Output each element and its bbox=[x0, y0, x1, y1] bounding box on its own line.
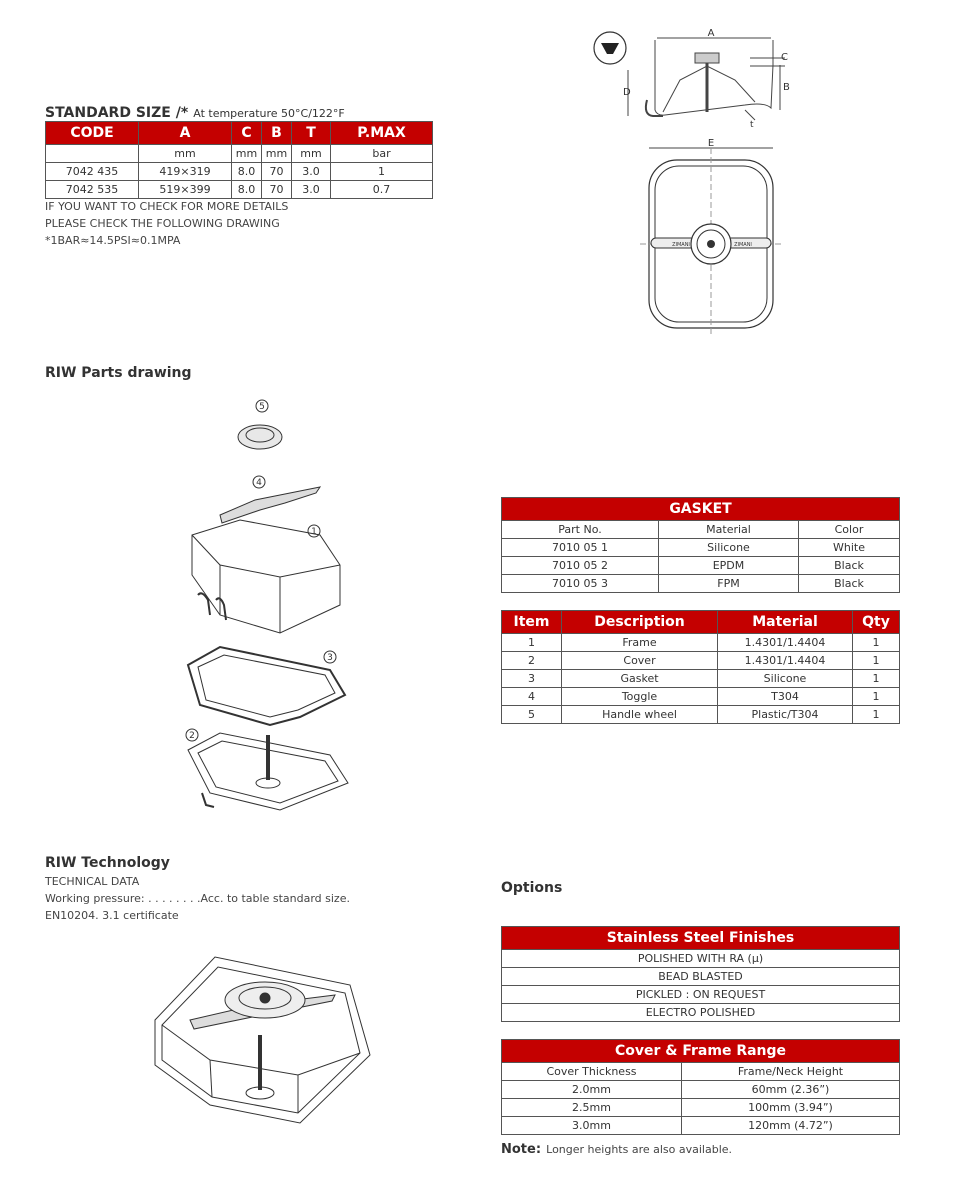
table-row bbox=[502, 1081, 900, 1099]
table-cell: Cover bbox=[562, 652, 718, 670]
table-cell: 7010 05 3 bbox=[502, 575, 659, 593]
gasket-table bbox=[501, 497, 900, 593]
range-col-height: Frame/Neck Height bbox=[682, 1063, 900, 1081]
col-b: B bbox=[262, 122, 292, 145]
technology-title: RIW Technology bbox=[45, 855, 170, 871]
table-cell: Black bbox=[799, 575, 900, 593]
note-line: IF YOU WANT TO CHECK FOR MORE DETAILS bbox=[45, 200, 289, 213]
table-cell: 1 bbox=[853, 652, 900, 670]
table-cell: 519×399 bbox=[139, 181, 232, 199]
range-table-title: Cover & Frame Range bbox=[502, 1040, 900, 1063]
gasket-col-material: Material bbox=[659, 521, 799, 539]
table-row bbox=[46, 181, 433, 199]
callout-5: 5 bbox=[259, 402, 265, 412]
table-cell: 419×319 bbox=[139, 163, 232, 181]
technology-line: TECHNICAL DATA bbox=[45, 875, 140, 888]
table-cell: 1 bbox=[331, 163, 433, 181]
table-row bbox=[502, 1099, 900, 1117]
table-cell: 1.4301/1.4404 bbox=[718, 652, 853, 670]
table-cell: Silicone bbox=[659, 539, 799, 557]
technology-line: EN10204. 3.1 certificate bbox=[45, 909, 179, 922]
table-row bbox=[502, 575, 900, 593]
table-cell: 3.0 bbox=[292, 181, 331, 199]
dim-t-label: t bbox=[750, 120, 754, 130]
standard-size-title bbox=[45, 102, 345, 121]
table-cell: 4 bbox=[502, 688, 562, 706]
table-cell: 120mm (4.72”) bbox=[682, 1117, 900, 1135]
col-t: T bbox=[292, 122, 331, 145]
parts-drawing-title: RIW Parts drawing bbox=[45, 365, 192, 381]
col-a: A bbox=[139, 122, 232, 145]
unit-cell: mm bbox=[232, 145, 262, 163]
finish-row: PICKLED : ON REQUEST bbox=[502, 986, 900, 1004]
unit-cell: mm bbox=[139, 145, 232, 163]
table-cell: 60mm (2.36”) bbox=[682, 1081, 900, 1099]
toggle-brand-text: ZIMANI bbox=[734, 242, 752, 248]
finish-row: BEAD BLASTED bbox=[502, 968, 900, 986]
dim-d-label: D bbox=[623, 87, 631, 98]
table-row bbox=[502, 670, 900, 688]
parts-exploded-drawing bbox=[180, 395, 360, 825]
callout-3: 3 bbox=[327, 653, 333, 663]
items-col-description: Description bbox=[562, 611, 718, 634]
col-c: C bbox=[232, 122, 262, 145]
table-cell: 1 bbox=[853, 670, 900, 688]
table-row bbox=[502, 688, 900, 706]
items-col-qty: Qty bbox=[853, 611, 900, 634]
finishes-table-title: Stainless Steel Finishes bbox=[502, 927, 900, 950]
note-line: *1BAR≈14.5PSI≈0.1MPA bbox=[45, 234, 181, 247]
table-cell: 1 bbox=[853, 688, 900, 706]
options-title: Options bbox=[501, 880, 563, 896]
range-header-row bbox=[502, 1063, 900, 1081]
table-cell: 100mm (3.94”) bbox=[682, 1099, 900, 1117]
units-row bbox=[46, 145, 433, 163]
col-pmax: P.MAX bbox=[331, 122, 433, 145]
table-cell: 70 bbox=[262, 163, 292, 181]
technology-data bbox=[45, 873, 350, 924]
table-cell: 7010 05 2 bbox=[502, 557, 659, 575]
gasket-profile-icon bbox=[601, 43, 619, 54]
table-cell: 2.0mm bbox=[502, 1081, 682, 1099]
gasket-table-title: GASKET bbox=[502, 498, 900, 521]
standard-size-subtitle: At temperature 50°C/122°F bbox=[193, 107, 345, 120]
dim-e-label: E bbox=[707, 138, 715, 149]
note-label: Note: bbox=[501, 1142, 542, 1157]
table-cell: T304 bbox=[718, 688, 853, 706]
items-col-item: Item bbox=[502, 611, 562, 634]
options-note bbox=[501, 1138, 732, 1157]
finishes-table bbox=[501, 926, 900, 1022]
unit-cell bbox=[46, 145, 139, 163]
note-line: PLEASE CHECK THE FOLLOWING DRAWING bbox=[45, 217, 280, 230]
table-row bbox=[502, 634, 900, 652]
table-row bbox=[502, 706, 900, 724]
table-cell: 7010 05 1 bbox=[502, 539, 659, 557]
table-cell: FPM bbox=[659, 575, 799, 593]
range-col-thickness: Cover Thickness bbox=[502, 1063, 682, 1081]
unit-cell: mm bbox=[292, 145, 331, 163]
table-cell: 2 bbox=[502, 652, 562, 670]
standard-notes bbox=[45, 198, 288, 249]
callout-2: 2 bbox=[189, 731, 195, 741]
table-cell: 3 bbox=[502, 670, 562, 688]
table-cell: 2.5mm bbox=[502, 1099, 682, 1117]
gasket-col-color: Color bbox=[799, 521, 900, 539]
table-cell: 1 bbox=[502, 634, 562, 652]
standard-size-table bbox=[45, 121, 433, 199]
table-row bbox=[502, 652, 900, 670]
range-table bbox=[501, 1039, 900, 1135]
callout-1: 1 bbox=[311, 527, 317, 537]
table-cell: EPDM bbox=[659, 557, 799, 575]
technical-drawing bbox=[585, 20, 795, 340]
table-cell: 0.7 bbox=[331, 181, 433, 199]
table-cell: Silicone bbox=[718, 670, 853, 688]
table-cell: 3.0mm bbox=[502, 1117, 682, 1135]
table-row bbox=[46, 163, 433, 181]
unit-cell: mm bbox=[262, 145, 292, 163]
dim-b-label: B bbox=[783, 82, 790, 93]
table-row bbox=[502, 539, 900, 557]
table-cell: 3.0 bbox=[292, 163, 331, 181]
finish-row: ELECTRO POLISHED bbox=[502, 1004, 900, 1022]
table-cell: White bbox=[799, 539, 900, 557]
table-cell: 7042 535 bbox=[46, 181, 139, 199]
table-cell: 5 bbox=[502, 706, 562, 724]
gasket-col-partno: Part No. bbox=[502, 521, 659, 539]
gasket-header-row bbox=[502, 521, 900, 539]
table-cell: Frame bbox=[562, 634, 718, 652]
assembled-hatch-drawing bbox=[150, 945, 380, 1130]
toggle-brand-text: ZIMANI bbox=[672, 242, 690, 248]
unit-cell: bar bbox=[331, 145, 433, 163]
table-cell: 70 bbox=[262, 181, 292, 199]
table-cell: 1.4301/1.4404 bbox=[718, 634, 853, 652]
items-col-material: Material bbox=[718, 611, 853, 634]
table-cell: 8.0 bbox=[232, 163, 262, 181]
table-cell: 8.0 bbox=[232, 181, 262, 199]
finish-row: POLISHED WITH RA (μ) bbox=[502, 950, 900, 968]
col-code: CODE bbox=[46, 122, 139, 145]
table-cell: Plastic/T304 bbox=[718, 706, 853, 724]
dim-a-label: A bbox=[707, 28, 715, 39]
table-cell: Toggle bbox=[562, 688, 718, 706]
table-cell: 1 bbox=[853, 634, 900, 652]
technology-line: Working pressure: . . . . . . . .Acc. to table standard size. bbox=[45, 892, 350, 905]
dim-c-label: C bbox=[781, 52, 788, 63]
standard-size-heading: STANDARD SIZE /* bbox=[45, 105, 189, 121]
table-cell: 7042 435 bbox=[46, 163, 139, 181]
table-row bbox=[502, 1117, 900, 1135]
table-cell: Gasket bbox=[562, 670, 718, 688]
table-cell: 1 bbox=[853, 706, 900, 724]
table-row bbox=[502, 557, 900, 575]
items-table bbox=[501, 610, 900, 724]
note-text: Longer heights are also available. bbox=[546, 1143, 733, 1156]
callout-4: 4 bbox=[256, 478, 262, 488]
table-cell: Handle wheel bbox=[562, 706, 718, 724]
table-cell: Black bbox=[799, 557, 900, 575]
